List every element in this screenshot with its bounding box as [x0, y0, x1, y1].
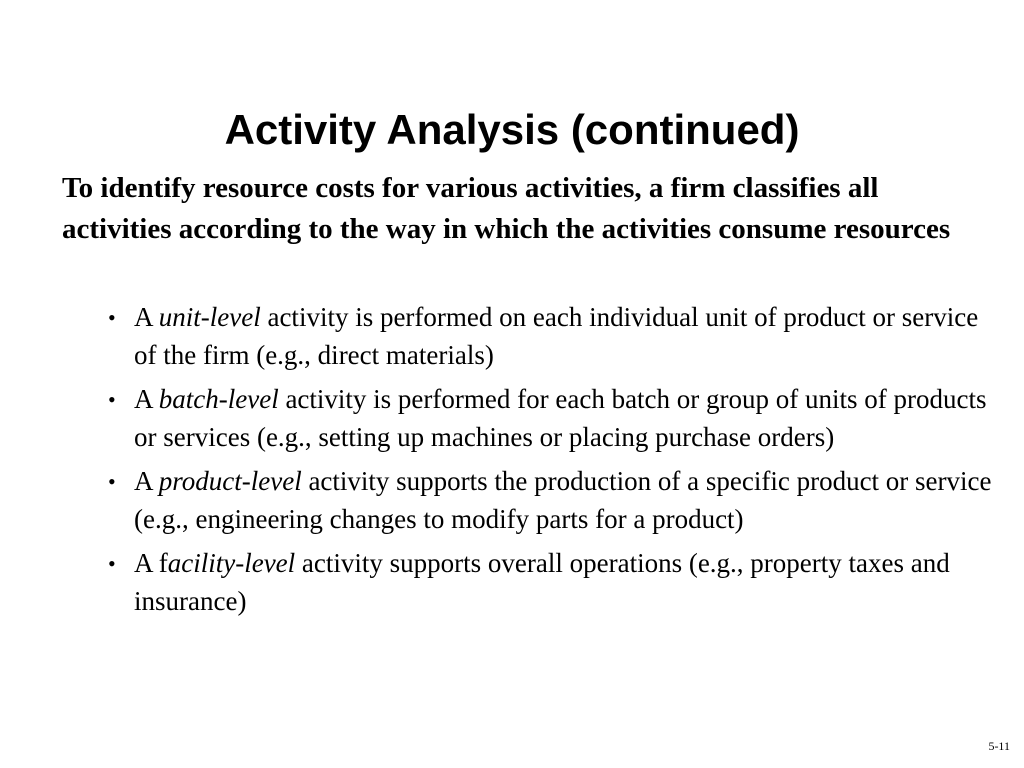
page-number: 5-11: [988, 739, 1010, 753]
bullet-item-unit-level: [108, 299, 1003, 374]
slide-title: Activity Analysis (continued): [224, 106, 800, 153]
bullet-item-facility-level: [108, 545, 1003, 620]
bullet-icon: •: [108, 551, 116, 576]
bullet-term: product-level: [158, 466, 302, 496]
bullet-item-batch-level: [108, 381, 1003, 456]
bullet-icon: •: [108, 469, 116, 494]
bullet-icon: •: [108, 305, 116, 330]
bullet-text: activity supports overall operations (e.g., property taxes and insurance): [134, 548, 950, 616]
bullet-prefix: A: [134, 384, 159, 414]
bullet-prefix: A f: [134, 548, 168, 578]
lead-paragraph: To identify resource costs for various activities, a firm classifies all activities according to the way in which the activities consume resources: [62, 172, 951, 245]
bullet-item-product-level: [108, 463, 1003, 538]
bullet-term: unit-level: [158, 302, 261, 332]
bullet-text: activity is performed on each individual unit of product or service of the firm (e.g., direct materials): [134, 302, 979, 370]
bullet-term: acility-level: [167, 548, 296, 578]
bullet-text: activity supports the production of a specific product or service (e.g., engineering changes to modify parts for a product): [134, 466, 992, 534]
bullet-prefix: A: [134, 466, 159, 496]
bullet-list: [108, 299, 1003, 627]
bullet-text: activity is performed for each batch or group of units of products or services (e.g., setting up machines or placing purchase orders): [134, 384, 987, 452]
bullet-prefix: A: [134, 302, 159, 332]
bullet-term: batch-level: [158, 384, 279, 414]
bullet-icon: •: [108, 387, 116, 412]
